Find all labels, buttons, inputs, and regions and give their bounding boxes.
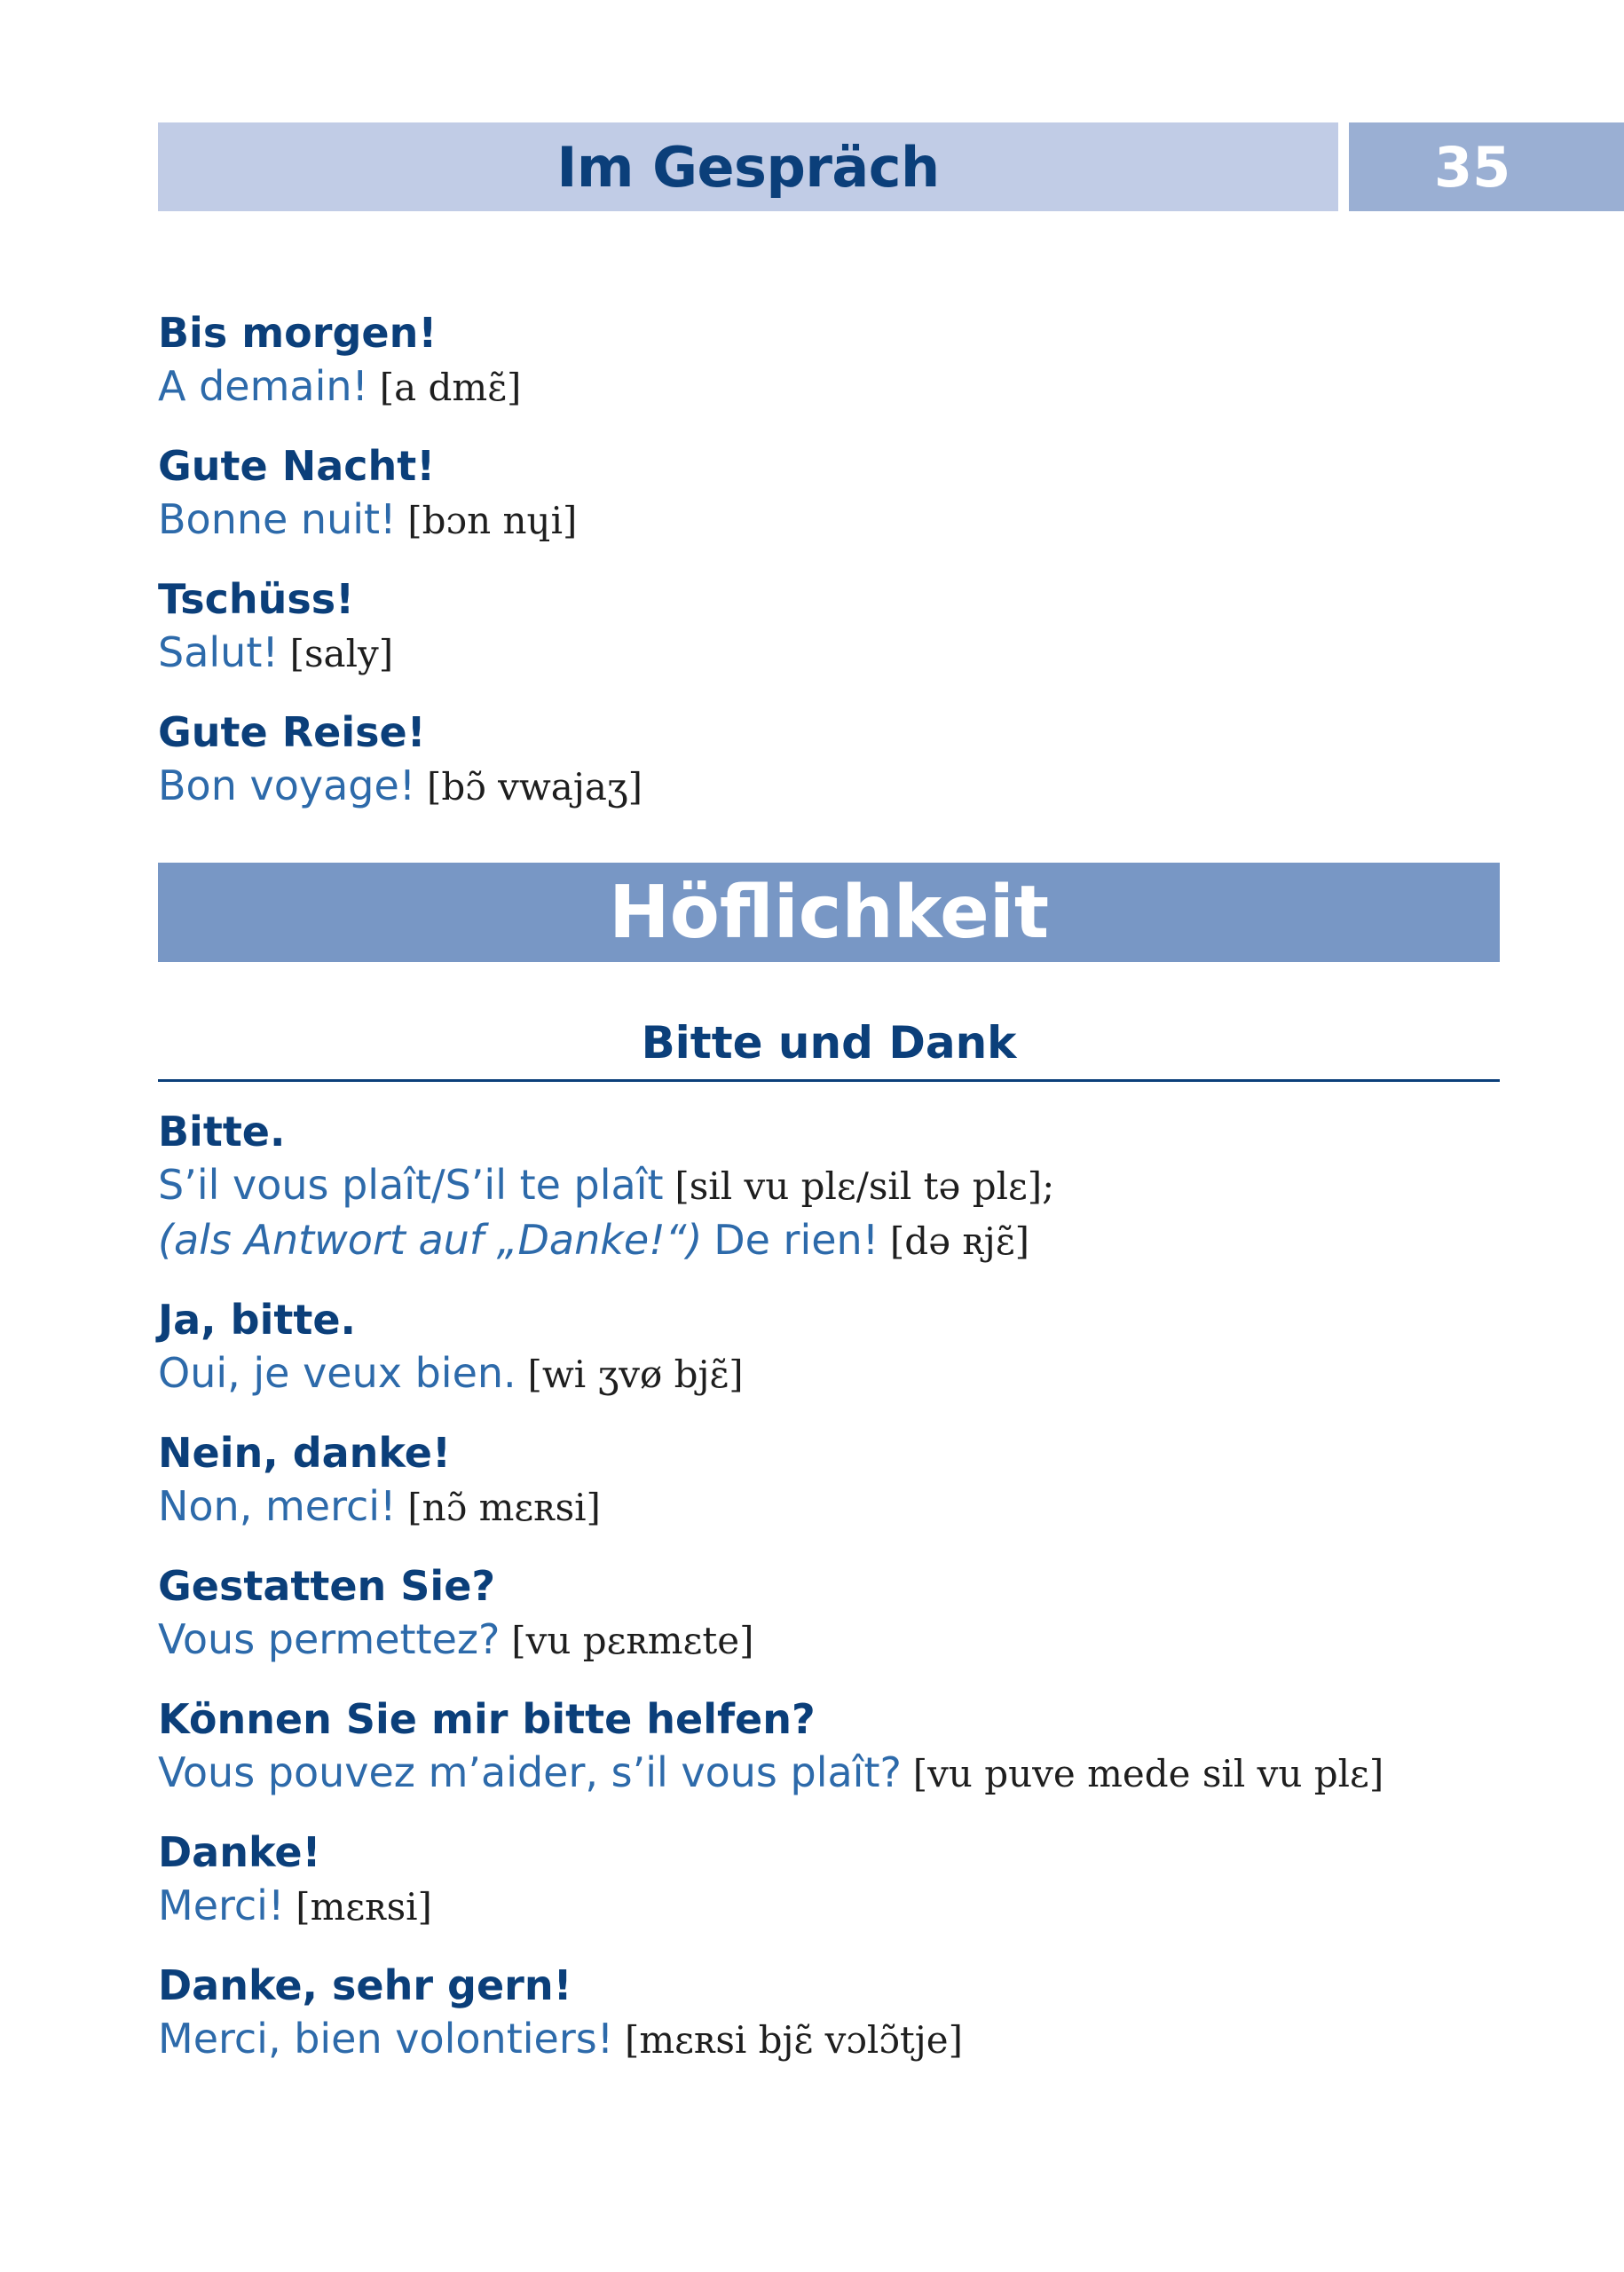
phrase-entry bbox=[158, 1426, 1542, 1534]
phrase-entry bbox=[158, 1826, 1542, 1934]
german-phrase: Danke! bbox=[158, 1828, 321, 1876]
french-line bbox=[158, 1158, 1542, 1213]
french-line bbox=[158, 1613, 1542, 1668]
phrase-entry bbox=[158, 1105, 1542, 1268]
phrase-entry bbox=[158, 1559, 1542, 1668]
german-phrase: Ja, bitte. bbox=[158, 1296, 356, 1344]
german-phrase: Gute Reise! bbox=[158, 708, 426, 756]
phrase-list-farewells bbox=[158, 306, 1542, 839]
german-phrase: Können Sie mir bitte helfen? bbox=[158, 1695, 816, 1743]
german-phrase: Bitte. bbox=[158, 1108, 286, 1156]
french-line bbox=[158, 359, 1542, 414]
french-phrase: Salut! bbox=[158, 628, 279, 676]
phrase-entry bbox=[158, 306, 1542, 414]
usage-note: (als Antwort auf „Danke!“) bbox=[158, 1216, 703, 1264]
page-number-box bbox=[1349, 122, 1624, 211]
phrase-entry bbox=[158, 439, 1542, 548]
french-phrase: Oui, je veux bien. bbox=[158, 1349, 516, 1397]
french-phrase: Bon voyage! bbox=[158, 761, 416, 809]
german-phrase: Danke, sehr gern! bbox=[158, 1961, 572, 2009]
german-phrase: Nein, danke! bbox=[158, 1429, 451, 1477]
section-title: Im Gespräch bbox=[556, 134, 940, 200]
chapter-banner bbox=[158, 863, 1500, 962]
french-phrase: Merci! bbox=[158, 1882, 285, 1929]
french-line bbox=[158, 626, 1542, 681]
pronunciation: [mɛʀsi bjɛ̃ vɔlɔ̃tje] bbox=[624, 2018, 964, 2062]
phrase-entry bbox=[158, 706, 1542, 814]
subsection-heading bbox=[158, 1012, 1500, 1082]
pronunciation: [bɔ̃ vwajaʒ] bbox=[426, 765, 643, 809]
pronunciation: [sil vu plɛ/sil tə plɛ]; bbox=[674, 1164, 1055, 1208]
french-phrase: Merci, bien volontiers! bbox=[158, 2015, 614, 2063]
pronunciation: [bɔn nɥi] bbox=[407, 499, 578, 542]
phrase-entry bbox=[158, 1692, 1542, 1801]
pronunciation: [saly] bbox=[289, 632, 394, 675]
german-phrase: Tschüss! bbox=[158, 575, 355, 623]
german-phrase: Gestatten Sie? bbox=[158, 1562, 496, 1610]
phrase-entry bbox=[158, 1293, 1542, 1401]
pronunciation: [nɔ̃ mɛʀsi] bbox=[407, 1486, 601, 1529]
pronunciation: [vu pɛʀmɛte] bbox=[511, 1619, 754, 1662]
french-phrase: S’il vous plaît/S’il te plaît bbox=[158, 1161, 664, 1209]
phrase-list-politeness bbox=[158, 1105, 1542, 2092]
pronunciation: [wi ʒvø bjɛ̃] bbox=[527, 1353, 744, 1396]
french-phrase: Vous pouvez m’aider, s’il vous plaît? bbox=[158, 1748, 902, 1796]
french-line bbox=[158, 1213, 1542, 1268]
french-phrase: Vous permettez? bbox=[158, 1615, 501, 1663]
french-line bbox=[158, 1479, 1542, 1534]
phrase-entry bbox=[158, 572, 1542, 681]
french-line bbox=[158, 2012, 1542, 2067]
pronunciation: [a dmɛ̃] bbox=[379, 366, 522, 409]
page-number: 35 bbox=[1434, 134, 1511, 200]
french-phrase: Bonne nuit! bbox=[158, 495, 397, 543]
french-phrase: De rien! bbox=[713, 1216, 879, 1264]
german-phrase: Gute Nacht! bbox=[158, 442, 436, 490]
french-phrase: Non, merci! bbox=[158, 1482, 397, 1530]
pronunciation: [vu puve mede sil vu plɛ] bbox=[912, 1752, 1384, 1795]
chapter-title: Höflichkeit bbox=[608, 870, 1050, 955]
french-line bbox=[158, 1746, 1542, 1801]
phrase-entry bbox=[158, 1959, 1542, 2067]
subsection-title: Bitte und Dank bbox=[641, 1017, 1017, 1069]
french-line bbox=[158, 1346, 1542, 1401]
pronunciation: [də ʀjɛ̃] bbox=[889, 1219, 1029, 1263]
german-phrase: Bis morgen! bbox=[158, 309, 438, 357]
pronunciation: [mɛʀsi] bbox=[296, 1885, 432, 1929]
running-header bbox=[158, 122, 1338, 211]
french-phrase: A demain! bbox=[158, 362, 368, 410]
french-line bbox=[158, 1879, 1542, 1934]
french-line bbox=[158, 493, 1542, 548]
french-line bbox=[158, 759, 1542, 814]
